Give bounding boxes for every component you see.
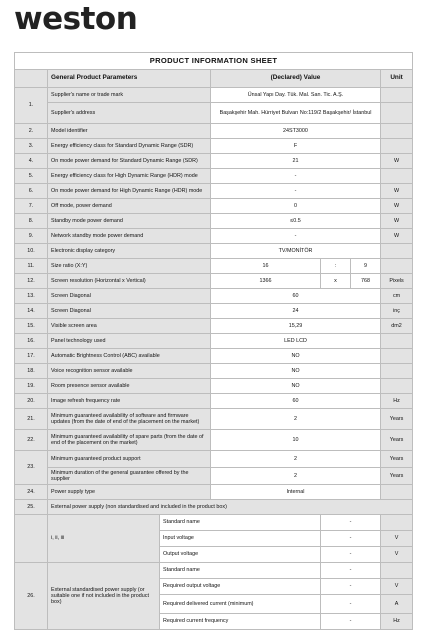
eps-item-unit: Hz: [381, 614, 413, 630]
row-label: On mode power demand for Standard Dynamic Range (SDR): [48, 154, 211, 169]
row-number: 22.: [15, 430, 48, 451]
row-number: 26.: [15, 563, 48, 630]
row-value-b: 768: [351, 274, 381, 289]
product-information-table: [14, 52, 413, 630]
row-label: Network standby mode power demand: [48, 229, 211, 244]
row-value-a: 16: [211, 259, 321, 274]
row-unit: W: [381, 154, 413, 169]
table-row: [15, 184, 413, 199]
row-value: -: [211, 169, 381, 184]
eps-item-value: -: [321, 595, 381, 614]
row-label: Power supply type: [48, 485, 211, 500]
row-value: 2: [211, 468, 381, 485]
row-value: Başakşehir Mah. Hürriyet Bulvarı No:119/2 Başakşehir/ İstanbul: [211, 103, 381, 124]
brand-logo: weston: [14, 1, 138, 37]
row-unit: Pixels: [381, 274, 413, 289]
row-unit: [381, 169, 413, 184]
eps-item-value: -: [321, 579, 381, 595]
row-unit: Years: [381, 451, 413, 468]
row-number: 6.: [15, 184, 48, 199]
eps25-row: [15, 515, 413, 531]
header-params: General Product Parameters: [48, 70, 211, 88]
row-unit: Years: [381, 430, 413, 451]
row-number: 25.: [15, 500, 48, 515]
row-number: 24.: [15, 485, 48, 500]
table-row: [15, 88, 413, 103]
table-row: [15, 409, 413, 430]
row-number: 7.: [15, 199, 48, 214]
header-row: [15, 70, 413, 88]
row-label: Supplier's address: [48, 103, 211, 124]
row-value: Internal: [211, 485, 381, 500]
eps-item-value: -: [321, 515, 381, 531]
row-unit: [381, 88, 413, 103]
row-value: 24ST3000: [211, 124, 381, 139]
eps-item-value: -: [321, 563, 381, 579]
row-number: 3.: [15, 139, 48, 154]
row-value: 60: [211, 394, 381, 409]
table-row: [15, 289, 413, 304]
row-unit: inç: [381, 304, 413, 319]
eps-item-value: -: [321, 614, 381, 630]
table-row: [15, 259, 413, 274]
row-unit: dm2: [381, 319, 413, 334]
table-row: [15, 468, 413, 485]
row-value: -: [211, 229, 381, 244]
row-label: Energy efficiency class for High Dynamic Range (HDR) mode: [48, 169, 211, 184]
row-value: 60: [211, 289, 381, 304]
row-value-sep: :: [321, 259, 351, 274]
row-label: Visible screen area: [48, 319, 211, 334]
eps-item-unit: V: [381, 579, 413, 595]
row-number: 9.: [15, 229, 48, 244]
row-label: Automatic Brightness Control (ABC) available: [48, 349, 211, 364]
header-number-cell: [15, 70, 48, 88]
eps-item-label: Required current frequency: [160, 614, 321, 630]
row-unit: [381, 103, 413, 124]
row-value: 15,29: [211, 319, 381, 334]
table-row: [15, 139, 413, 154]
eps-item-label: Required delivered current (minimum): [160, 595, 321, 614]
table-row: [15, 394, 413, 409]
eps-item-value: -: [321, 531, 381, 547]
row-unit: W: [381, 229, 413, 244]
row-number: 11.: [15, 259, 48, 274]
row-label: Supplier's name or trade mark: [48, 88, 211, 103]
row-unit: [381, 364, 413, 379]
row-label: Room presence sensor available: [48, 379, 211, 394]
row-label: Screen Diagonal: [48, 289, 211, 304]
table-row: [15, 274, 413, 289]
row-label: Standby mode power demand: [48, 214, 211, 229]
table-row: [15, 199, 413, 214]
row-label: External power supply (non standardised and included in the product box): [48, 500, 413, 515]
table-row: [15, 485, 413, 500]
row-number: 5.: [15, 169, 48, 184]
table-row: [15, 304, 413, 319]
row-label: Screen resolution (Horizontal x Vertical): [48, 274, 211, 289]
eps-item-label: Required output voltage: [160, 579, 321, 595]
row-number: 21.: [15, 409, 48, 430]
eps-item-label: Output voltage: [160, 547, 321, 563]
sheet-title: PRODUCT INFORMATION SHEET: [15, 53, 413, 70]
table-row: [15, 349, 413, 364]
eps-item-unit: V: [381, 531, 413, 547]
table-row: [15, 229, 413, 244]
row-unit: [381, 379, 413, 394]
row-label: Electronic display category: [48, 244, 211, 259]
row-unit: [381, 349, 413, 364]
table-row: [15, 103, 413, 124]
row-value-a: 1366: [211, 274, 321, 289]
eps-item-value: -: [321, 547, 381, 563]
row-number: 19.: [15, 379, 48, 394]
eps-item-label: Standard name: [160, 563, 321, 579]
row-unit: [381, 485, 413, 500]
row-label: Voice recognition sensor available: [48, 364, 211, 379]
row-number: 12.: [15, 274, 48, 289]
row-number: 20.: [15, 394, 48, 409]
row-value: -: [211, 184, 381, 199]
row-value: F: [211, 139, 381, 154]
row-value: NO: [211, 349, 381, 364]
row-unit: [381, 259, 413, 274]
eps-item-unit: V: [381, 547, 413, 563]
row-number: 15.: [15, 319, 48, 334]
table-row: [15, 500, 413, 515]
row-value-b: 9: [351, 259, 381, 274]
eps25-label: i, ii, iii: [48, 515, 160, 563]
eps-item-label: Input voltage: [160, 531, 321, 547]
row-label: Minimum guaranteed availability of software and firmware updates (from the date of end of the placement on the market): [48, 409, 211, 430]
row-number: 13.: [15, 289, 48, 304]
product-information-sheet: [14, 52, 412, 630]
row-number: 8.: [15, 214, 48, 229]
row-unit: W: [381, 214, 413, 229]
row-number: 23.: [15, 451, 48, 485]
row-number: 1.: [15, 88, 48, 124]
row-label: Screen Diagonal: [48, 304, 211, 319]
row-label: Image refresh frequency rate: [48, 394, 211, 409]
row-label: On mode power demand for High Dynamic Range (HDR) mode: [48, 184, 211, 199]
row-label: Minimum duration of the general guarantee offered by the supplier: [48, 468, 211, 485]
row-number: [15, 515, 48, 563]
row-number: 4.: [15, 154, 48, 169]
eps-item-unit: A: [381, 595, 413, 614]
table-row: [15, 154, 413, 169]
row-value: 10: [211, 430, 381, 451]
row-unit: [381, 139, 413, 154]
table-row: [15, 364, 413, 379]
row-label: Off mode, power demand: [48, 199, 211, 214]
table-row: [15, 244, 413, 259]
row-value: 0: [211, 199, 381, 214]
row-number: 17.: [15, 349, 48, 364]
table-row: [15, 169, 413, 184]
table-row: [15, 334, 413, 349]
row-value: 2: [211, 409, 381, 430]
eps-item-unit: [381, 515, 413, 531]
row-number: 18.: [15, 364, 48, 379]
row-label: Size ratio (X:Y): [48, 259, 211, 274]
header-unit: Unit: [381, 70, 413, 88]
row-label: Minimum guaranteed product support: [48, 451, 211, 468]
row-value: 21: [211, 154, 381, 169]
row-number: 16.: [15, 334, 48, 349]
row-unit: Years: [381, 468, 413, 485]
eps-item-label: Standard name: [160, 515, 321, 531]
row-value: NO: [211, 364, 381, 379]
row-value: 2: [211, 451, 381, 468]
row-number: 14.: [15, 304, 48, 319]
row-unit: Years: [381, 409, 413, 430]
row-value: Ünsal Yapı Day. Tük. Mal. San. Tic. A.Ş.: [211, 88, 381, 103]
row-number: 10.: [15, 244, 48, 259]
table-row: [15, 214, 413, 229]
row-value: ≤0.5: [211, 214, 381, 229]
sheet-title-row: [15, 53, 413, 70]
row-unit: W: [381, 199, 413, 214]
row-value: LED LCD: [211, 334, 381, 349]
row-unit: cm: [381, 289, 413, 304]
row-unit: Hz: [381, 394, 413, 409]
table-row: [15, 319, 413, 334]
row-unit: [381, 124, 413, 139]
row-unit: [381, 334, 413, 349]
eps-item-unit: [381, 563, 413, 579]
table-row: [15, 379, 413, 394]
eps26-label: External standardised power supply (or suitable one if not included in the product box): [48, 563, 160, 630]
row-number: 2.: [15, 124, 48, 139]
table-row: [15, 451, 413, 468]
row-value: TV/MONİTÖR: [211, 244, 381, 259]
row-label: Panel technology used: [48, 334, 211, 349]
row-label: Minimum guaranteed availability of spare parts (from the date of end of the placement on the market): [48, 430, 211, 451]
row-value: 24: [211, 304, 381, 319]
row-label: Energy efficiency class for Standard Dynamic Range (SDR): [48, 139, 211, 154]
row-value: NO: [211, 379, 381, 394]
header-value: (Declared) Value: [211, 70, 381, 88]
row-label: Model identifier: [48, 124, 211, 139]
table-row: [15, 430, 413, 451]
row-unit: [381, 244, 413, 259]
eps26-row: [15, 563, 413, 579]
table-row: [15, 124, 413, 139]
row-unit: W: [381, 184, 413, 199]
row-value-sep: x: [321, 274, 351, 289]
